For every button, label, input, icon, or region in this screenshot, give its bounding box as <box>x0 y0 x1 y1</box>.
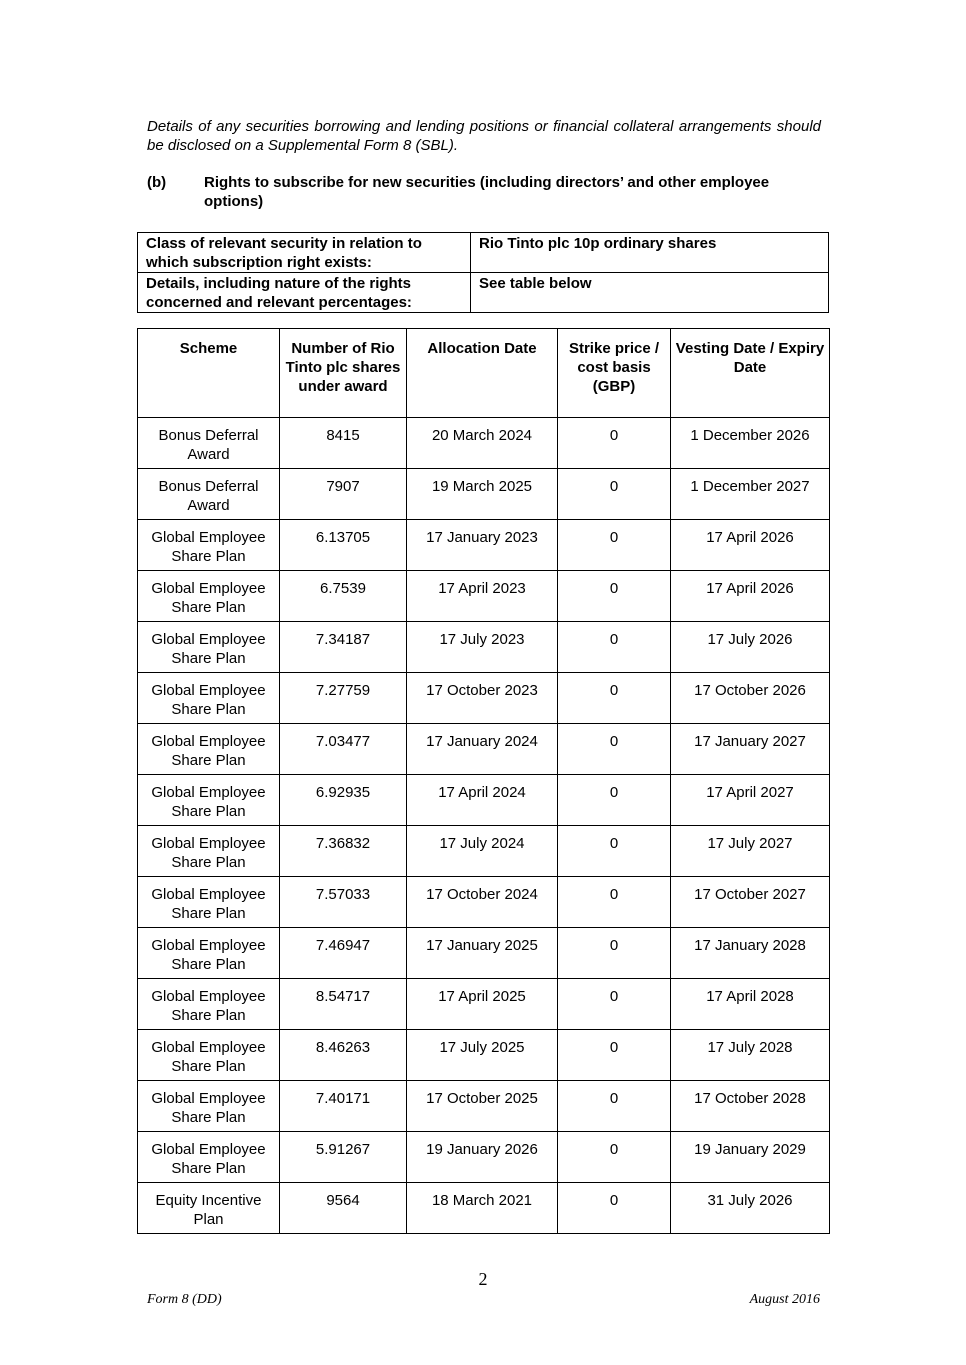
vesting-date-cell: 17 July 2027 <box>671 826 830 877</box>
header-strike-price: Strike price / cost basis (GBP) <box>558 329 671 418</box>
vesting-date-cell: 17 April 2027 <box>671 775 830 826</box>
strike-price-cell: 0 <box>558 469 671 520</box>
vesting-date-cell: 17 April 2028 <box>671 979 830 1030</box>
allocation-date-cell: 17 April 2025 <box>407 979 558 1030</box>
vesting-date-cell: 31 July 2026 <box>671 1183 830 1234</box>
vesting-date-cell: 17 April 2026 <box>671 520 830 571</box>
page-number: 2 <box>478 1269 488 1289</box>
allocation-date-cell: 17 April 2024 <box>407 775 558 826</box>
form-date: August 2016 <box>749 1292 820 1307</box>
table-row <box>138 673 830 724</box>
allocation-date-cell: 17 October 2025 <box>407 1081 558 1132</box>
strike-price-cell: 0 <box>558 979 671 1030</box>
allocation-date-cell: 17 October 2023 <box>407 673 558 724</box>
vesting-date-cell: 17 October 2028 <box>671 1081 830 1132</box>
strike-price-cell: 0 <box>558 571 671 622</box>
scheme-cell: Global Employee Share Plan <box>138 520 280 571</box>
table-row <box>138 928 830 979</box>
scheme-cell: Global Employee Share Plan <box>138 928 280 979</box>
allocation-date-cell: 17 October 2024 <box>407 877 558 928</box>
header-allocation-date: Allocation Date <box>407 329 558 418</box>
shares-cell: 6.92935 <box>280 775 407 826</box>
vesting-date-cell: 17 April 2026 <box>671 571 830 622</box>
scheme-cell: Global Employee Share Plan <box>138 979 280 1030</box>
scheme-cell: Global Employee Share Plan <box>138 1132 280 1183</box>
strike-price-cell: 0 <box>558 418 671 469</box>
table-row <box>138 1183 830 1234</box>
scheme-cell: Global Employee Share Plan <box>138 622 280 673</box>
allocation-date-cell: 17 July 2025 <box>407 1030 558 1081</box>
section-letter: (b) <box>147 174 167 191</box>
table-row <box>138 826 830 877</box>
allocation-date-cell: 17 July 2023 <box>407 622 558 673</box>
table-row <box>138 1132 830 1183</box>
shares-cell: 7.46947 <box>280 928 407 979</box>
shares-cell: 8.54717 <box>280 979 407 1030</box>
vesting-date-cell: 17 January 2028 <box>671 928 830 979</box>
shares-cell: 7.36832 <box>280 826 407 877</box>
shares-cell: 7.40171 <box>280 1081 407 1132</box>
vesting-date-cell: 17 July 2028 <box>671 1030 830 1081</box>
details-value: See table below <box>471 273 829 313</box>
allocation-date-cell: 17 January 2025 <box>407 928 558 979</box>
vesting-date-cell: 17 July 2026 <box>671 622 830 673</box>
shares-cell: 7.57033 <box>280 877 407 928</box>
security-class-table <box>137 232 829 313</box>
vesting-date-cell: 17 October 2027 <box>671 877 830 928</box>
vesting-date-cell: 1 December 2026 <box>671 418 830 469</box>
sbl-note: Details of any securities borrowing and lending positions or financial collateral arrangements should be disclosed on a Supplemental Form 8 (SBL). <box>147 118 821 154</box>
details-key: Details, including nature of the rights concerned and relevant percentages: <box>138 273 471 313</box>
allocation-date-cell: 17 April 2023 <box>407 571 558 622</box>
awards-header-row <box>138 329 830 418</box>
allocation-date-cell: 17 January 2023 <box>407 520 558 571</box>
table-row <box>138 418 830 469</box>
strike-price-cell: 0 <box>558 877 671 928</box>
table-row <box>138 571 830 622</box>
class-row <box>138 233 829 273</box>
details-row <box>138 273 829 313</box>
vesting-date-cell: 17 October 2026 <box>671 673 830 724</box>
table-row <box>138 877 830 928</box>
allocation-date-cell: 19 January 2026 <box>407 1132 558 1183</box>
class-value: Rio Tinto plc 10p ordinary shares <box>471 233 829 273</box>
strike-price-cell: 0 <box>558 1132 671 1183</box>
shares-cell: 8.46263 <box>280 1030 407 1081</box>
allocation-date-cell: 17 July 2024 <box>407 826 558 877</box>
vesting-date-cell: 19 January 2029 <box>671 1132 830 1183</box>
header-shares: Number of Rio Tinto plc shares under award <box>280 329 407 418</box>
shares-cell: 7907 <box>280 469 407 520</box>
vesting-date-cell: 17 January 2027 <box>671 724 830 775</box>
strike-price-cell: 0 <box>558 928 671 979</box>
table-row <box>138 622 830 673</box>
scheme-cell: Global Employee Share Plan <box>138 724 280 775</box>
shares-cell: 7.27759 <box>280 673 407 724</box>
shares-cell: 7.03477 <box>280 724 407 775</box>
shares-cell: 9564 <box>280 1183 407 1234</box>
section-title: Rights to subscribe for new securities (including directors’ and other employee options) <box>204 174 770 210</box>
scheme-cell: Global Employee Share Plan <box>138 826 280 877</box>
scheme-cell: Global Employee Share Plan <box>138 1030 280 1081</box>
strike-price-cell: 0 <box>558 622 671 673</box>
form-label: Form 8 (DD) <box>147 1292 222 1307</box>
strike-price-cell: 0 <box>558 724 671 775</box>
scheme-cell: Global Employee Share Plan <box>138 1081 280 1132</box>
scheme-cell: Equity Incentive Plan <box>138 1183 280 1234</box>
strike-price-cell: 0 <box>558 1183 671 1234</box>
allocation-date-cell: 20 March 2024 <box>407 418 558 469</box>
vesting-date-cell: 1 December 2027 <box>671 469 830 520</box>
allocation-date-cell: 18 March 2021 <box>407 1183 558 1234</box>
scheme-cell: Global Employee Share Plan <box>138 775 280 826</box>
strike-price-cell: 0 <box>558 1081 671 1132</box>
strike-price-cell: 0 <box>558 520 671 571</box>
scheme-cell: Global Employee Share Plan <box>138 571 280 622</box>
shares-cell: 8415 <box>280 418 407 469</box>
header-scheme: Scheme <box>138 329 280 418</box>
awards-table <box>137 328 830 1234</box>
header-vesting-date: Vesting Date / Expiry Date <box>671 329 830 418</box>
table-row <box>138 1081 830 1132</box>
table-row <box>138 724 830 775</box>
allocation-date-cell: 19 March 2025 <box>407 469 558 520</box>
scheme-cell: Bonus Deferral Award <box>138 469 280 520</box>
table-row <box>138 979 830 1030</box>
strike-price-cell: 0 <box>558 826 671 877</box>
table-row <box>138 775 830 826</box>
scheme-cell: Bonus Deferral Award <box>138 418 280 469</box>
class-key: Class of relevant security in relation to which subscription right exists: <box>138 233 471 273</box>
scheme-cell: Global Employee Share Plan <box>138 673 280 724</box>
strike-price-cell: 0 <box>558 775 671 826</box>
table-row <box>138 469 830 520</box>
strike-price-cell: 0 <box>558 1030 671 1081</box>
strike-price-cell: 0 <box>558 673 671 724</box>
shares-cell: 5.91267 <box>280 1132 407 1183</box>
shares-cell: 6.7539 <box>280 571 407 622</box>
shares-cell: 6.13705 <box>280 520 407 571</box>
table-row <box>138 1030 830 1081</box>
allocation-date-cell: 17 January 2024 <box>407 724 558 775</box>
shares-cell: 7.34187 <box>280 622 407 673</box>
table-row <box>138 520 830 571</box>
scheme-cell: Global Employee Share Plan <box>138 877 280 928</box>
